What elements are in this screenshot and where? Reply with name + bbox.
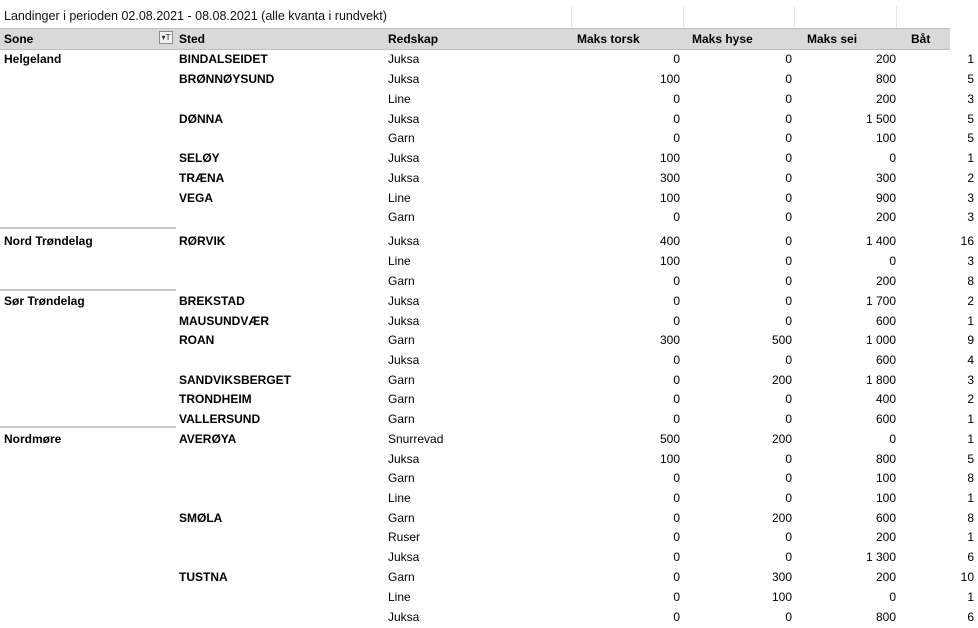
header-sted[interactable]: Sted <box>179 32 206 46</box>
cell-maks-sei[interactable]: 1 800 <box>865 373 896 387</box>
table-row <box>0 292 978 312</box>
cell-bat[interactable]: 6 <box>967 550 974 564</box>
cell-redskap[interactable]: Juksa <box>388 294 420 308</box>
cell-redskap[interactable]: Garn <box>388 570 415 584</box>
table-row <box>0 509 978 529</box>
cell-bat[interactable]: 6 <box>967 610 974 624</box>
table-row <box>0 232 978 252</box>
table-row <box>0 129 978 149</box>
cell-bat[interactable]: 5 <box>967 452 974 466</box>
cell-bat[interactable]: 3 <box>967 254 974 268</box>
cell-maks-sei[interactable]: 400 <box>875 392 896 406</box>
cell-maks-hyse[interactable]: 0 <box>785 452 792 466</box>
table-row <box>0 371 978 391</box>
cell-maks-hyse[interactable]: 0 <box>785 112 792 126</box>
table-row <box>0 252 978 272</box>
cell-maks-sei[interactable]: 1 400 <box>865 234 896 248</box>
cell-maks-hyse[interactable]: 500 <box>771 333 792 347</box>
cell-bat[interactable]: 4 <box>967 353 974 367</box>
cell-bat[interactable]: 8 <box>967 471 974 485</box>
cell-maks-torsk[interactable]: 300 <box>659 333 680 347</box>
cell-redskap[interactable]: Garn <box>388 511 415 525</box>
cell-maks-hyse[interactable]: 0 <box>785 392 792 406</box>
table-row <box>0 351 978 371</box>
cell-maks-hyse[interactable]: 0 <box>785 550 792 564</box>
cell-sted[interactable]: VEGA <box>179 191 214 205</box>
report-title[interactable]: Landinger i perioden 02.08.2021 - 08.08.2021 (alle kvanta i rundvekt) <box>4 9 387 23</box>
cell-maks-torsk[interactable]: 0 <box>673 471 680 485</box>
cell-maks-hyse[interactable]: 300 <box>771 570 792 584</box>
table-row <box>0 50 978 70</box>
cell-maks-torsk[interactable]: 0 <box>673 491 680 505</box>
cell-maks-hyse[interactable]: 0 <box>785 294 792 308</box>
cell-bat[interactable]: 8 <box>967 511 974 525</box>
cell-sted[interactable]: AVERØYA <box>179 432 237 446</box>
cell-bat[interactable]: 1 <box>967 52 974 66</box>
cell-maks-sei[interactable]: 0 <box>889 432 896 446</box>
cell-bat[interactable]: 1 <box>967 590 974 604</box>
cell-maks-sei[interactable]: 600 <box>875 412 896 426</box>
cell-maks-sei[interactable]: 200 <box>875 530 896 544</box>
cell-redskap[interactable]: Line <box>388 491 411 505</box>
filter-icon[interactable]: ▾T <box>159 31 173 44</box>
cell-maks-torsk[interactable]: 0 <box>673 314 680 328</box>
cell-maks-torsk[interactable]: 0 <box>673 530 680 544</box>
cell-maks-hyse[interactable]: 0 <box>785 314 792 328</box>
cell-maks-sei[interactable]: 100 <box>875 131 896 145</box>
group-separator <box>0 289 176 291</box>
cell-maks-hyse[interactable]: 0 <box>785 530 792 544</box>
cell-maks-torsk[interactable]: 300 <box>659 171 680 185</box>
cell-maks-sei[interactable]: 800 <box>875 610 896 624</box>
cell-sted[interactable]: TUSTNA <box>179 570 228 584</box>
table-row <box>0 608 978 628</box>
cell-maks-hyse[interactable]: 0 <box>785 234 792 248</box>
cell-sone[interactable]: Nordmøre <box>4 432 62 446</box>
cell-maks-torsk[interactable]: 100 <box>659 151 680 165</box>
cell-maks-torsk[interactable]: 0 <box>673 392 680 406</box>
cell-sted[interactable]: SELØY <box>179 151 220 165</box>
table-row <box>0 548 978 568</box>
group-separator <box>0 426 176 428</box>
cell-maks-torsk[interactable]: 100 <box>659 254 680 268</box>
cell-redskap[interactable]: Garn <box>388 373 415 387</box>
cell-maks-torsk[interactable]: 0 <box>673 210 680 224</box>
cell-redskap[interactable]: Garn <box>388 210 415 224</box>
cell-bat[interactable]: 9 <box>967 333 974 347</box>
cell-redskap[interactable]: Juksa <box>388 452 420 466</box>
cell-redskap[interactable]: Juksa <box>388 314 420 328</box>
cell-sone[interactable]: Sør Trøndelag <box>4 294 85 308</box>
cell-maks-sei[interactable]: 200 <box>875 92 896 106</box>
cell-redskap[interactable]: Garn <box>388 412 415 426</box>
cell-maks-sei[interactable]: 200 <box>875 210 896 224</box>
cell-redskap[interactable]: Line <box>388 191 411 205</box>
table-row <box>0 568 978 588</box>
cell-sted[interactable]: RØRVIK <box>179 234 226 248</box>
table-row <box>0 588 978 608</box>
cell-redskap[interactable]: Juksa <box>388 112 420 126</box>
cell-maks-torsk[interactable]: 0 <box>673 570 680 584</box>
cell-bat[interactable]: 1 <box>967 530 974 544</box>
cell-bat[interactable]: 2 <box>967 392 974 406</box>
cell-redskap[interactable]: Line <box>388 92 411 106</box>
cell-maks-hyse[interactable]: 100 <box>771 590 792 604</box>
table-row <box>0 489 978 509</box>
cell-maks-hyse[interactable]: 0 <box>785 171 792 185</box>
cell-maks-sei[interactable]: 1 000 <box>865 333 896 347</box>
table-row <box>0 430 978 450</box>
table-row <box>0 528 978 548</box>
cell-redskap[interactable]: Juksa <box>388 171 420 185</box>
cell-sted[interactable]: VALLERSUND <box>179 412 261 426</box>
cell-redskap[interactable]: Juksa <box>388 550 420 564</box>
cell-sted[interactable]: BINDALSEIDET <box>179 52 268 66</box>
cell-redskap[interactable]: Juksa <box>388 353 420 367</box>
cell-maks-torsk[interactable]: 100 <box>659 72 680 86</box>
cell-redskap[interactable]: Juksa <box>388 151 420 165</box>
cell-maks-hyse[interactable]: 0 <box>785 191 792 205</box>
table-row <box>0 110 978 130</box>
cell-sted[interactable]: SANDVIKSBERGET <box>179 373 292 387</box>
cell-redskap[interactable]: Juksa <box>388 610 420 624</box>
cell-maks-torsk[interactable]: 0 <box>673 610 680 624</box>
cell-maks-sei[interactable]: 0 <box>889 151 896 165</box>
header-maks-torsk[interactable]: Maks torsk <box>577 32 640 46</box>
cell-redskap[interactable]: Garn <box>388 274 415 288</box>
cell-sted[interactable]: MAUSUNDVÆR <box>179 314 269 328</box>
header-bat[interactable]: Båt <box>911 32 931 46</box>
cell-bat[interactable]: 3 <box>967 92 974 106</box>
table-row <box>0 90 978 110</box>
cell-maks-hyse[interactable]: 0 <box>785 72 792 86</box>
cell-bat[interactable]: 1 <box>967 314 974 328</box>
header-redskap[interactable]: Redskap <box>388 32 439 46</box>
cell-maks-torsk[interactable]: 0 <box>673 353 680 367</box>
cell-bat[interactable]: 10 <box>960 570 974 584</box>
cell-sone[interactable]: Nord Trøndelag <box>4 234 93 248</box>
cell-redskap[interactable]: Garn <box>388 131 415 145</box>
cell-maks-sei[interactable]: 0 <box>889 254 896 268</box>
cell-maks-torsk[interactable]: 0 <box>673 52 680 66</box>
cell-maks-sei[interactable]: 200 <box>875 52 896 66</box>
cell-bat[interactable]: 5 <box>967 72 974 86</box>
cell-maks-sei[interactable]: 800 <box>875 452 896 466</box>
cell-maks-torsk[interactable]: 500 <box>659 432 680 446</box>
cell-maks-hyse[interactable]: 0 <box>785 151 792 165</box>
cell-maks-hyse[interactable]: 0 <box>785 610 792 624</box>
group-separator <box>0 227 176 229</box>
cell-redskap[interactable]: Line <box>388 590 411 604</box>
cell-maks-hyse[interactable]: 0 <box>785 52 792 66</box>
cell-sted[interactable]: TRÆNA <box>179 171 225 185</box>
table-row <box>0 149 978 169</box>
cell-maks-torsk[interactable]: 100 <box>659 452 680 466</box>
table-row <box>0 208 978 228</box>
cell-bat[interactable]: 5 <box>967 112 974 126</box>
cell-maks-torsk[interactable]: 0 <box>673 590 680 604</box>
cell-redskap[interactable]: Juksa <box>388 234 420 248</box>
cell-bat[interactable]: 3 <box>967 191 974 205</box>
cell-maks-hyse[interactable]: 0 <box>785 274 792 288</box>
cell-redskap[interactable]: Snurrevad <box>388 432 444 446</box>
cell-maks-sei[interactable]: 200 <box>875 570 896 584</box>
cell-maks-hyse[interactable]: 0 <box>785 412 792 426</box>
cell-maks-sei[interactable]: 1 300 <box>865 550 896 564</box>
cell-maks-hyse[interactable]: 0 <box>785 92 792 106</box>
cell-maks-hyse[interactable]: 200 <box>771 373 792 387</box>
cell-maks-torsk[interactable]: 0 <box>673 112 680 126</box>
cell-redskap[interactable]: Line <box>388 254 411 268</box>
cell-bat[interactable]: 2 <box>967 171 974 185</box>
cell-maks-torsk[interactable]: 100 <box>659 191 680 205</box>
cell-bat[interactable]: 3 <box>967 210 974 224</box>
table-row <box>0 169 978 189</box>
cell-bat[interactable]: 16 <box>960 234 974 248</box>
cell-bat[interactable]: 1 <box>967 432 974 446</box>
cell-maks-hyse[interactable]: 0 <box>785 210 792 224</box>
cell-maks-hyse[interactable]: 200 <box>771 432 792 446</box>
cell-maks-sei[interactable]: 100 <box>875 471 896 485</box>
cell-maks-sei[interactable]: 800 <box>875 72 896 86</box>
cell-maks-sei[interactable]: 200 <box>875 274 896 288</box>
cell-maks-hyse[interactable]: 0 <box>785 353 792 367</box>
header-sone[interactable]: Sone <box>4 32 34 46</box>
cell-bat[interactable]: 1 <box>967 491 974 505</box>
cell-sone[interactable]: Helgeland <box>4 52 62 66</box>
cell-sted[interactable]: TRONDHEIM <box>179 392 252 406</box>
table-row <box>0 312 978 332</box>
cell-bat[interactable]: 5 <box>967 131 974 145</box>
cell-maks-torsk[interactable]: 400 <box>659 234 680 248</box>
cell-maks-sei[interactable]: 100 <box>875 491 896 505</box>
cell-maks-sei[interactable]: 1 700 <box>865 294 896 308</box>
cell-maks-sei[interactable]: 0 <box>889 590 896 604</box>
cell-sted[interactable]: BRØNNØYSUND <box>179 72 275 86</box>
cell-maks-sei[interactable]: 300 <box>875 171 896 185</box>
cell-bat[interactable]: 2 <box>967 294 974 308</box>
cell-redskap[interactable]: Juksa <box>388 52 420 66</box>
header-maks-sei[interactable]: Maks sei <box>807 32 858 46</box>
cell-maks-sei[interactable]: 600 <box>875 511 896 525</box>
cell-maks-sei[interactable]: 600 <box>875 314 896 328</box>
cell-maks-hyse[interactable]: 0 <box>785 131 792 145</box>
cell-bat[interactable]: 1 <box>967 412 974 426</box>
table-row <box>0 331 978 351</box>
cell-maks-hyse[interactable]: 0 <box>785 254 792 268</box>
table-row <box>0 469 978 489</box>
cell-redskap[interactable]: Juksa <box>388 72 420 86</box>
cell-maks-hyse[interactable]: 0 <box>785 471 792 485</box>
cell-sted[interactable]: ROAN <box>179 333 215 347</box>
cell-maks-sei[interactable]: 600 <box>875 353 896 367</box>
cell-bat[interactable]: 8 <box>967 274 974 288</box>
table-row <box>0 189 978 209</box>
table-row <box>0 450 978 470</box>
cell-maks-torsk[interactable]: 0 <box>673 373 680 387</box>
cell-maks-torsk[interactable]: 0 <box>673 511 680 525</box>
cell-redskap[interactable]: Garn <box>388 333 415 347</box>
cell-maks-torsk[interactable]: 0 <box>673 294 680 308</box>
cell-maks-sei[interactable]: 900 <box>875 191 896 205</box>
cell-maks-hyse[interactable]: 0 <box>785 491 792 505</box>
cell-bat[interactable]: 1 <box>967 151 974 165</box>
cell-sted[interactable]: SMØLA <box>179 511 223 525</box>
cell-maks-torsk[interactable]: 0 <box>673 412 680 426</box>
cell-maks-torsk[interactable]: 0 <box>673 92 680 106</box>
cell-bat[interactable]: 3 <box>967 373 974 387</box>
cell-maks-torsk[interactable]: 0 <box>673 131 680 145</box>
cell-sted[interactable]: BREKSTAD <box>179 294 245 308</box>
table-row <box>0 390 978 410</box>
cell-maks-sei[interactable]: 1 500 <box>865 112 896 126</box>
cell-maks-hyse[interactable]: 200 <box>771 511 792 525</box>
cell-redskap[interactable]: Ruser <box>388 530 421 544</box>
cell-maks-torsk[interactable]: 0 <box>673 274 680 288</box>
cell-redskap[interactable]: Garn <box>388 471 415 485</box>
cell-redskap[interactable]: Garn <box>388 392 415 406</box>
header-maks-hyse[interactable]: Maks hyse <box>692 32 753 46</box>
cell-sted[interactable]: DØNNA <box>179 112 223 126</box>
cell-maks-torsk[interactable]: 0 <box>673 550 680 564</box>
table-row <box>0 70 978 90</box>
